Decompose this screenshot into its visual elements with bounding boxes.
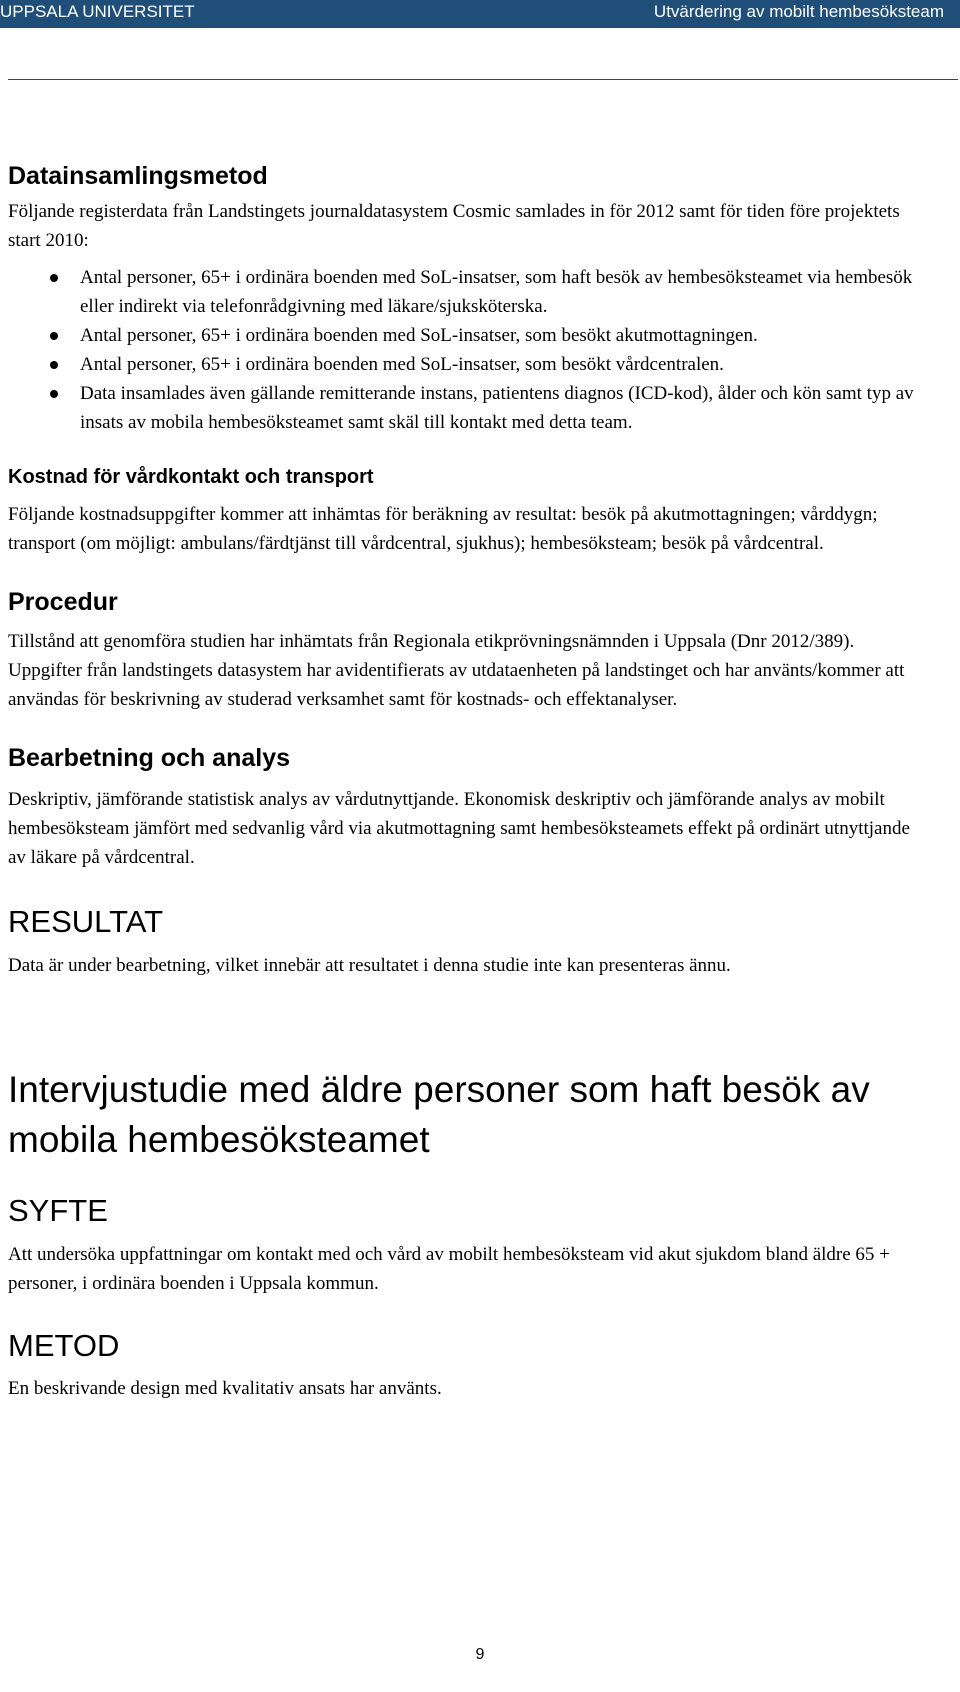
header-report-title: Utvärdering av mobilt hembesöksteam xyxy=(653,2,944,21)
list-item xyxy=(80,379,928,437)
list-item xyxy=(80,350,928,379)
heading-kostnad: Kostnad för vårdkontakt och transport xyxy=(8,466,374,488)
heading-resultat: RESULTAT xyxy=(8,904,164,939)
header-divider xyxy=(8,79,958,80)
section-intervjustudie xyxy=(8,1065,928,1165)
section-procedur xyxy=(8,586,928,714)
page-number: 9 xyxy=(475,1646,485,1663)
list-item-text: Data insamlades även gällande remitterande instans, patientens diagnos (ICD-kod), ålder och kön samt typ av insats av mobila hembesöksteamet samt skäl till kontakt med detta team. xyxy=(80,383,914,433)
section-kostnad xyxy=(8,463,928,558)
resultat-text: Data är under bearbetning, vilket innebär att resultatet i denna studie inte kan presenteras ännu. xyxy=(8,955,731,976)
document-body xyxy=(8,160,928,1403)
list-item-text: Antal personer, 65+ i ordinära boenden med SoL-insatser, som besökt akutmottagningen. xyxy=(80,325,758,346)
metod-text: En beskrivande design med kvalitativ ansats har använts. xyxy=(8,1378,442,1399)
heading-bearbetning: Bearbetning och analys xyxy=(8,744,291,772)
list-item-text: Antal personer, 65+ i ordinära boenden med SoL-insatser, som haft besök av hembesöksteamet via hembesök eller indirekt via telefonrådgivning med läkare/sjuksköterska. xyxy=(80,267,913,317)
bearbetning-text: Deskriptiv, jämförande statistisk analys av vårdutnyttjande. Ekonomisk deskriptiv och jämförande analys av mobilt hembesöksteam jämfört med sedvanlig vård via akutmottagning samt hembesöksteamets effekt på ordinärt utnyttjande av läkare på vårdcentral. xyxy=(8,789,910,868)
syfte-text: Att undersöka uppfattningar om kontakt med och vård av mobilt hembesöksteam vid akut sjukdom bland äldre 65 + personer, i ordinära boenden i Uppsala kommun. xyxy=(8,1244,890,1294)
list-item xyxy=(80,263,928,321)
section-syfte xyxy=(8,1191,928,1298)
heading-metod: METOD xyxy=(8,1328,120,1363)
list-item xyxy=(80,321,928,350)
heading-syfte: SYFTE xyxy=(8,1193,108,1228)
bullet-icon xyxy=(50,361,58,369)
section-datainsamling xyxy=(8,160,928,437)
heading-intervjustudie: Intervjustudie med äldre personer som haft besök av mobila hembesöksteamet xyxy=(8,1069,870,1160)
bullet-icon xyxy=(50,390,58,398)
heading-datainsamlingsmetod: Datainsamlingsmetod xyxy=(8,162,268,190)
page-header xyxy=(0,0,960,28)
bullet-icon xyxy=(50,332,58,340)
section-metod xyxy=(8,1326,928,1403)
heading-procedur: Procedur xyxy=(8,588,118,616)
section-resultat xyxy=(8,902,928,980)
kostnad-text: Följande kostnadsuppgifter kommer att inhämtas för beräkning av resultat: besök på akutmottagningen; vårddygn; transport (om möjligt: ambulans/färdtjänst till vårdcentral, sjukhus); hembesöksteam; besök på vårdcentral. xyxy=(8,504,878,554)
header-university: UPPSALA UNIVERSITET xyxy=(0,2,195,21)
datainsamling-intro: Följande registerdata från Landstingets journaldatasystem Cosmic samlades in för 2012 samt för tiden före projektets start 2010: xyxy=(8,201,900,251)
bullet-icon xyxy=(50,274,58,282)
datainsamling-list xyxy=(8,263,928,437)
section-bearbetning xyxy=(8,742,928,872)
list-item-text: Antal personer, 65+ i ordinära boenden med SoL-insatser, som besökt vårdcentralen. xyxy=(80,354,724,375)
procedur-text: Tillstånd att genomföra studien har inhämtats från Regionala etikprövningsnämnden i Uppsala (Dnr 2012/389). Uppgifter från landstingets datasystem har avidentifierats av utdataenheten på landstinget och har använts/kommer att användas för beskrivning av studerad verksamhet samt för kostnads- och effektanalyser. xyxy=(8,631,905,710)
